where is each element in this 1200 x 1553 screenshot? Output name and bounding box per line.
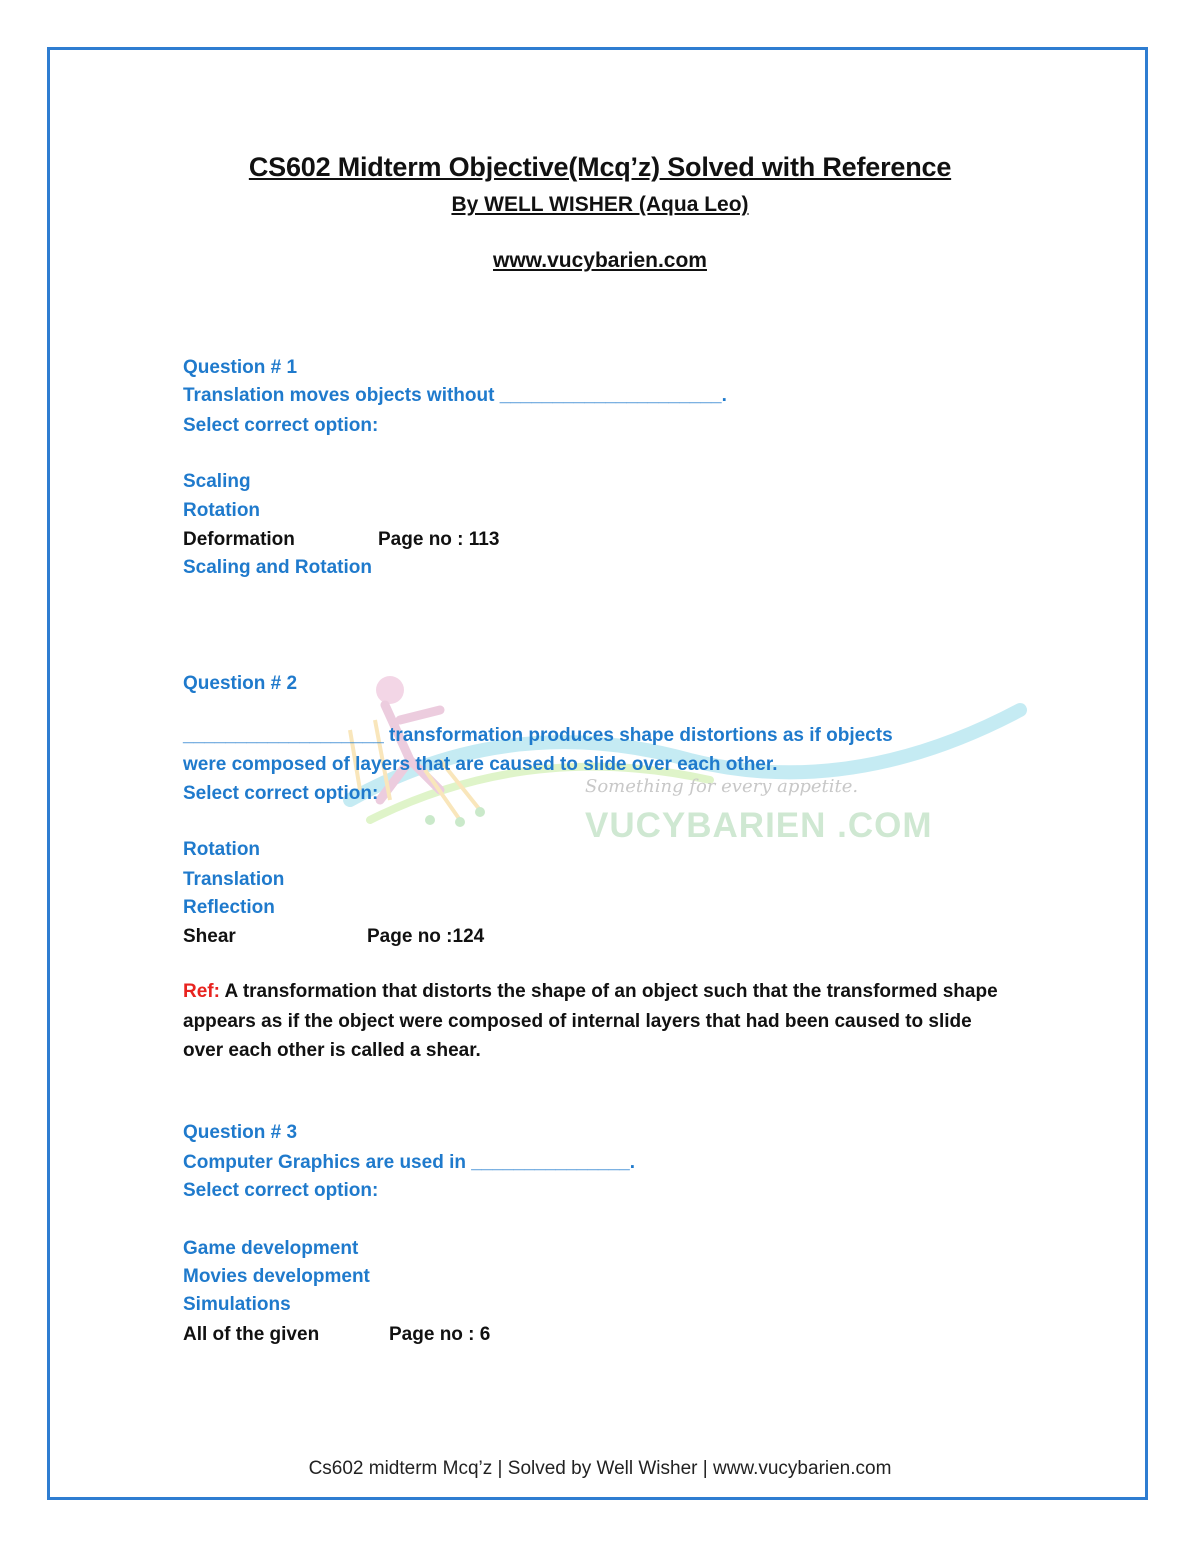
question-2-text-line2: were composed of layers that are caused to slide over each other. bbox=[183, 754, 778, 775]
reference-text: A transformation that distorts the shape of an object such that the transformed shape appears as if the object were composed of internal layers that had been caused to slide over each other is called a shear. bbox=[183, 981, 998, 1061]
reference-label: Ref: bbox=[183, 981, 220, 1002]
question-1-prompt: Select correct option: bbox=[183, 415, 379, 436]
question-1-option-1: Scaling bbox=[183, 471, 251, 492]
question-3-prompt: Select correct option: bbox=[183, 1180, 379, 1201]
watermark-tagline: Something for every appetite. bbox=[585, 776, 859, 797]
page-footer: Cs602 midterm Mcq’z | Solved by Well Wisher | www.vucybarien.com bbox=[308, 1458, 892, 1479]
question-2-text-line1: ___________________ transformation produces shape distortions as if objects bbox=[183, 725, 893, 746]
question-1-option-4: Scaling and Rotation bbox=[183, 557, 372, 578]
question-2-page-ref: Page no :124 bbox=[367, 926, 485, 947]
website-link[interactable]: www.vucybarien.com bbox=[493, 249, 707, 272]
page-title: CS602 Midterm Objective(Mcq’z) Solved with Reference bbox=[248, 152, 952, 182]
question-2-reference bbox=[183, 977, 1003, 1066]
question-2-option-2: Translation bbox=[183, 869, 285, 890]
question-2-option-1: Rotation bbox=[183, 839, 261, 860]
question-2-prompt: Select correct option: bbox=[183, 783, 379, 804]
question-3-option-1: Game development bbox=[183, 1238, 359, 1259]
question-3-option-3: Simulations bbox=[183, 1294, 291, 1315]
question-1-heading: Question # 1 bbox=[183, 357, 298, 378]
question-1-page-ref: Page no : 113 bbox=[378, 529, 500, 550]
question-3-answer: All of the given bbox=[183, 1324, 320, 1345]
question-3-option-2: Movies development bbox=[183, 1266, 370, 1287]
question-1-option-2: Rotation bbox=[183, 500, 261, 521]
question-1-text: Translation moves objects without _____________________. bbox=[183, 385, 727, 406]
question-1-answer: Deformation bbox=[183, 529, 295, 550]
watermark-brand: VUCYBARIEN .COM bbox=[585, 806, 933, 845]
author-byline: By WELL WISHER (Aqua Leo) bbox=[451, 193, 749, 216]
question-3-page-ref: Page no : 6 bbox=[389, 1324, 491, 1345]
question-3-text: Computer Graphics are used in _______________. bbox=[183, 1152, 636, 1173]
question-3-heading: Question # 3 bbox=[183, 1122, 298, 1143]
question-2-heading: Question # 2 bbox=[183, 673, 298, 694]
question-2-answer: Shear bbox=[183, 926, 236, 947]
question-2-option-3: Reflection bbox=[183, 897, 275, 918]
